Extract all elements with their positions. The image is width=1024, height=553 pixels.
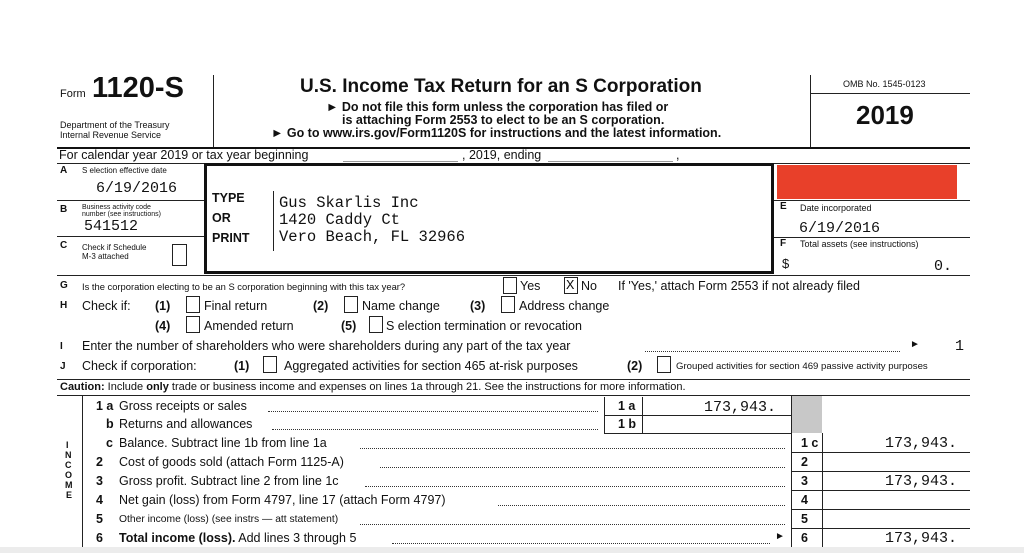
final-return-checkbox[interactable] bbox=[186, 296, 200, 313]
line-1c-leader bbox=[360, 448, 785, 449]
h3-number: (3) bbox=[470, 299, 486, 313]
letter-j: J bbox=[60, 361, 66, 372]
instruction-line-1: ► Do not file this form unless the corporation has filed or bbox=[326, 100, 669, 114]
line-2-leader bbox=[380, 467, 785, 468]
line-1c-label: Balance. Subtract line 1b from line 1a bbox=[119, 436, 327, 450]
or-label: OR bbox=[212, 211, 231, 225]
grouped-activities-checkbox[interactable] bbox=[657, 356, 671, 373]
business-code-label-2: number (see instructions) bbox=[82, 211, 161, 218]
print-label: PRINT bbox=[212, 231, 250, 245]
business-code-label-1: Business activity code bbox=[82, 204, 151, 211]
total-assets-value[interactable]: 0. bbox=[934, 258, 953, 275]
business-code-value[interactable]: 541512 bbox=[84, 218, 139, 235]
caution-bold: Caution: bbox=[60, 381, 105, 393]
date-incorporated-label: Date incorporated bbox=[800, 203, 872, 213]
line-1a-number: 1 a bbox=[96, 399, 114, 413]
letter-g: G bbox=[60, 280, 68, 291]
h5-number: (5) bbox=[341, 319, 357, 333]
shareholders-label: Enter the number of shareholders who were shareholders during any part of the tax year bbox=[82, 339, 571, 353]
calendar-year-mid: , 2019, ending bbox=[462, 148, 542, 162]
row-rule-4 bbox=[791, 509, 970, 510]
income-letter: M bbox=[65, 480, 73, 490]
income-letter: C bbox=[65, 460, 72, 470]
letter-a: A bbox=[60, 165, 68, 176]
line-3-leader bbox=[365, 486, 785, 487]
gross-receipts-value[interactable]: 173,943. bbox=[704, 399, 777, 416]
balance-value[interactable]: 173,943. bbox=[885, 435, 958, 452]
row-rule-1c bbox=[791, 452, 970, 453]
header-divider-right bbox=[810, 75, 811, 147]
line-1b-number: b bbox=[106, 417, 114, 431]
b-bottom-rule bbox=[57, 236, 205, 237]
line-1b-box: 1 b bbox=[618, 417, 637, 431]
income-letter: N bbox=[65, 450, 72, 460]
line-1b-label: Returns and allowances bbox=[119, 417, 253, 431]
row-rule-3 bbox=[791, 490, 970, 491]
h2-number: (2) bbox=[313, 299, 329, 313]
shaded-cell bbox=[791, 396, 822, 433]
calendar-year-label: For calendar year 2019 or tax year beginning bbox=[59, 148, 309, 162]
shareholders-arrow: ► bbox=[910, 339, 920, 350]
omb-rule bbox=[810, 93, 970, 94]
j-bottom-rule bbox=[57, 379, 970, 380]
name-change-label: Name change bbox=[362, 299, 440, 313]
grouped-activities-label: Grouped activities for section 469 passive activity purposes bbox=[676, 361, 928, 372]
letter-c: C bbox=[60, 240, 68, 251]
name-change-checkbox[interactable] bbox=[344, 296, 358, 313]
amended-return-label: Amended return bbox=[204, 319, 294, 333]
row-rule-5 bbox=[791, 528, 970, 529]
instruction-line-2: is attaching Form 2553 to elect to be an S corporation. bbox=[342, 113, 665, 127]
schedule-m3-checkbox[interactable] bbox=[172, 244, 187, 266]
s-election-question: Is the corporation electing to be an S corporation beginning with this tax year? bbox=[82, 281, 406, 292]
corporation-city[interactable]: Vero Beach, FL 32966 bbox=[279, 228, 466, 246]
corporation-name[interactable]: Gus Skarlis Inc bbox=[279, 194, 419, 212]
line-6-arrow: ► bbox=[775, 531, 785, 542]
tax-year-end-field[interactable] bbox=[548, 161, 673, 162]
line-1a-leader bbox=[268, 411, 598, 412]
income-letter: E bbox=[66, 490, 73, 500]
yes-label: Yes bbox=[520, 279, 541, 293]
row-rule-2 bbox=[791, 471, 970, 472]
income-side-rule bbox=[82, 395, 83, 553]
check-if-corporation-label: Check if corporation: bbox=[82, 359, 197, 373]
line-6-leader bbox=[392, 543, 770, 544]
line-1a-box: 1 a bbox=[618, 399, 636, 413]
letter-h: H bbox=[60, 300, 68, 311]
schedule-m3-label-1: Check if Schedule bbox=[82, 243, 147, 252]
line-6-text: Add lines 3 through 5 bbox=[238, 531, 357, 545]
line-5-number: 5 bbox=[96, 512, 103, 526]
final-return-label: Final return bbox=[204, 299, 268, 313]
caution-text: trade or business income and expenses on lines 1a through 21. See the instructions for more information. bbox=[171, 381, 686, 393]
income-letter: O bbox=[65, 470, 73, 480]
line-4-label: Net gain (loss) from Form 4797, line 17 (attach Form 4797) bbox=[119, 493, 446, 507]
line-5-label: Other income (loss) (see instrs — att statement) bbox=[119, 514, 339, 525]
line-3-box: 3 bbox=[801, 474, 808, 488]
type-divider bbox=[273, 191, 274, 251]
line-6-number: 6 bbox=[96, 531, 103, 545]
right-col-left bbox=[791, 396, 792, 553]
amended-return-checkbox[interactable] bbox=[186, 316, 200, 333]
irs-label: Internal Revenue Service bbox=[60, 130, 162, 140]
line-4-leader bbox=[498, 505, 785, 506]
d-bottom-rule bbox=[774, 200, 970, 201]
line-2-box: 2 bbox=[801, 455, 808, 469]
form-number: 1120-S bbox=[92, 72, 184, 104]
line-1b-leader bbox=[272, 429, 598, 430]
date-incorporated-value[interactable]: 6/19/2016 bbox=[799, 220, 881, 237]
line-1c-number: c bbox=[106, 436, 113, 450]
a-bottom-rule bbox=[57, 200, 205, 201]
right-col-num-right bbox=[822, 433, 823, 553]
e-bottom-rule bbox=[774, 237, 970, 238]
instruction-line-3: ► Go to www.irs.gov/Form1120S for instructions and the latest information. bbox=[271, 126, 722, 140]
omb-number: OMB No. 1545-0123 bbox=[843, 79, 926, 89]
line-4-box: 4 bbox=[801, 493, 808, 507]
tax-year: 2019 bbox=[856, 100, 914, 130]
schedule-m3-label-2: M-3 attached bbox=[82, 252, 129, 261]
line-3-number: 3 bbox=[96, 474, 103, 488]
line-1a-label: Gross receipts or sales bbox=[119, 399, 247, 413]
election-date-value[interactable]: 6/19/2016 bbox=[96, 180, 178, 197]
caution-only: only bbox=[146, 381, 169, 393]
letter-f: F bbox=[780, 238, 787, 249]
form-title: U.S. Income Tax Return for an S Corporation bbox=[300, 76, 702, 97]
s-election-yes-checkbox[interactable] bbox=[503, 277, 517, 294]
caution-note bbox=[60, 381, 686, 393]
line-6-box: 6 bbox=[801, 531, 808, 545]
form-2553-note: If 'Yes,' attach Form 2553 if not already filed bbox=[618, 279, 860, 293]
letter-b: B bbox=[60, 204, 68, 215]
tax-year-begin-field[interactable] bbox=[343, 161, 458, 162]
corporation-street[interactable]: 1420 Caddy Ct bbox=[279, 211, 400, 229]
ein-redacted-block bbox=[777, 165, 957, 199]
election-termination-checkbox[interactable] bbox=[369, 316, 383, 333]
department-label: Department of the Treasury bbox=[60, 120, 170, 130]
election-date-label: S election effective date bbox=[82, 166, 167, 175]
line-4-number: 4 bbox=[96, 493, 103, 507]
abc-bottom-rule bbox=[57, 275, 970, 276]
aggregated-activities-checkbox[interactable] bbox=[263, 356, 277, 373]
shareholders-leader bbox=[645, 351, 900, 352]
bottom-fade bbox=[0, 547, 1024, 553]
income-letter: I bbox=[66, 440, 69, 450]
line-5-leader bbox=[360, 524, 785, 525]
check-if-label: Check if: bbox=[82, 299, 131, 313]
h1-number: (1) bbox=[155, 299, 171, 313]
aggregated-activities-label: Aggregated activities for section 465 at-risk purposes bbox=[284, 359, 578, 373]
h4-number: (4) bbox=[155, 319, 171, 333]
header-divider-left bbox=[213, 75, 214, 147]
j1-number: (1) bbox=[234, 359, 250, 373]
type-label: TYPE bbox=[212, 191, 245, 205]
line-6-label bbox=[119, 531, 356, 545]
line-2-label: Cost of goods sold (attach Form 1125-A) bbox=[119, 455, 344, 469]
shareholders-count[interactable]: 1 bbox=[955, 338, 965, 355]
caution-pre: Include bbox=[107, 381, 144, 393]
calendar-year-end: , bbox=[676, 148, 680, 162]
election-termination-label: S election termination or revocation bbox=[386, 319, 582, 333]
form-word: Form bbox=[60, 88, 86, 100]
line-5-box: 5 bbox=[801, 512, 808, 526]
s-election-no-checkbox[interactable] bbox=[564, 277, 578, 294]
line-6-bold: Total income (loss). bbox=[119, 531, 236, 545]
line-3-label: Gross profit. Subtract line 2 from line 1c bbox=[119, 474, 339, 488]
no-label: No bbox=[581, 279, 597, 293]
line-1c-box: 1 c bbox=[801, 436, 819, 450]
dollar-sign: $ bbox=[782, 256, 790, 271]
no-check-mark: X bbox=[566, 278, 575, 294]
inner-row-bottom bbox=[604, 433, 791, 434]
letter-i: I bbox=[60, 341, 63, 352]
gross-profit-value[interactable]: 173,943. bbox=[885, 473, 958, 490]
total-income-value[interactable]: 173,943. bbox=[885, 530, 958, 547]
total-assets-label: Total assets (see instructions) bbox=[800, 239, 919, 249]
address-change-label: Address change bbox=[519, 299, 610, 313]
line-2-number: 2 bbox=[96, 455, 103, 469]
caution-bottom-rule bbox=[57, 395, 970, 396]
address-change-checkbox[interactable] bbox=[501, 296, 515, 313]
j2-number: (2) bbox=[627, 359, 643, 373]
letter-e: E bbox=[780, 201, 787, 212]
